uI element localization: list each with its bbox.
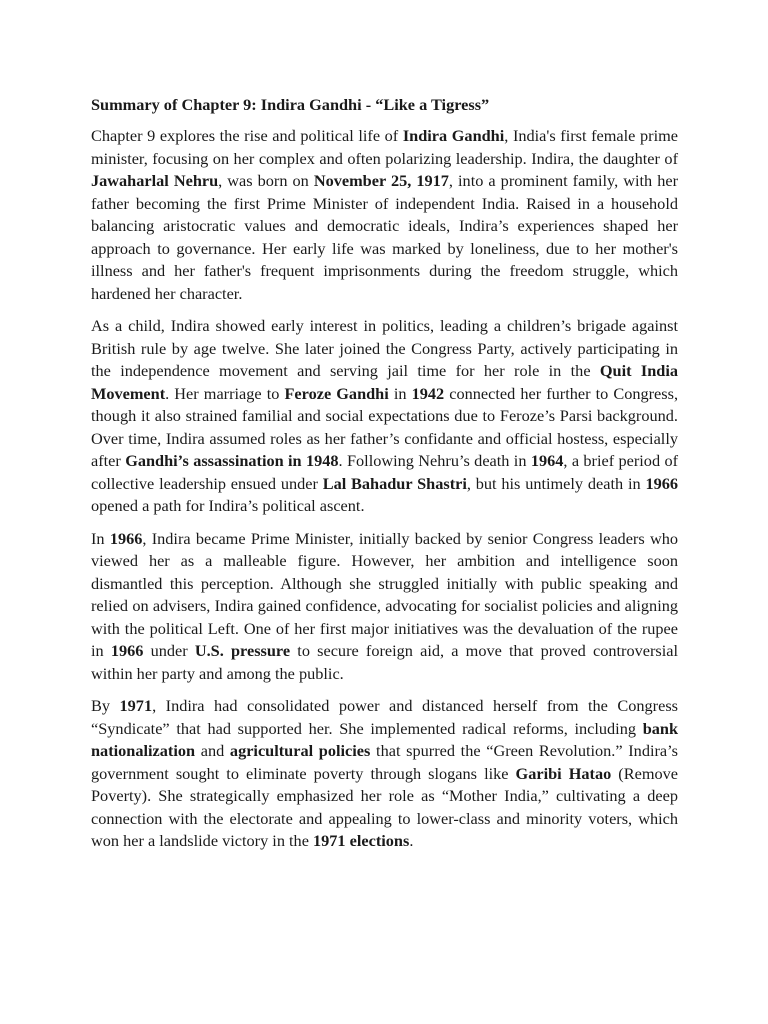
emphasized-text: 1964: [530, 451, 564, 470]
emphasized-text: 1971: [119, 696, 153, 715]
emphasized-text: 1966: [109, 528, 143, 548]
body-text: to secure foreign aid, a move that proved controversial within her party and among the public.: [91, 641, 678, 683]
emphasized-text: 1971 elections: [313, 831, 410, 850]
body-text: under: [143, 641, 195, 660]
document-page: [91, 94, 678, 863]
body-text: . Her marriage to: [165, 383, 285, 403]
emphasized-text: agricultural policies: [229, 741, 371, 760]
body-text: (Remove Poverty). She strategically emphasized her role as “Mother India,” cultivating a deep connection with the electorate and appealing to lower-class and minority voters, which won her a landslide victory in the: [91, 763, 678, 850]
body-text: By: [91, 696, 120, 715]
body-text: and: [195, 741, 230, 760]
body-text: , Indira became Prime Minister, initially backed by senior Congress leaders who viewed her as a malleable figure. However, her ambition and intelligence soon dismantled this perception. Although she struggled initially with public speaking and relied on advisers, Indira gained confidence, advocating for socialist policies and aligning with the political Left. One of her first major initiatives was the devaluation of the rupee in: [91, 528, 678, 660]
paragraph-political-beginnings: [91, 315, 678, 518]
emphasized-text: Indira Gandhi: [402, 126, 505, 145]
body-text: In: [91, 528, 110, 548]
emphasized-text: November 25, 1917: [313, 171, 449, 190]
paragraph-consolidation-1971: [91, 695, 678, 853]
emphasized-text: 1966: [645, 473, 678, 493]
emphasized-text: Garibi Hatao: [515, 763, 612, 783]
emphasized-text: Gandhi’s assassination in 1948: [125, 451, 339, 470]
body-text: opened a path for Indira’s political ascent.: [91, 496, 365, 515]
body-text: , into a prominent family, with her father becoming the first Prime Minister of independent India. Raised in a household balancing aristocratic values and democratic ideals, Indira’s experiences shaped her approach to governance. Her early life was marked by loneliness, due to her mother's illness and her father's frequent imprisonments during the freedom struggle, which hardened her character.: [91, 171, 678, 303]
body-text: that spurred the “Green Revolution.” Indira’s government sought to eliminate poverty through slogans like: [91, 741, 678, 783]
body-text: , but his untimely death in: [466, 473, 646, 493]
paragraph-early-life: [91, 125, 678, 305]
emphasized-text: Quit India Movement: [91, 361, 678, 403]
paragraph-becoming-prime-minister: [91, 528, 678, 686]
body-text: , Indira had consolidated power and distanced herself from the Congress “Syndicate” that had supported her. She implemented radical reforms, including: [91, 696, 678, 738]
body-text: connected her further to Congress, though it also strained familial and social expectations due to Feroze’s Parsi background. Over time, Indira assumed roles as her father’s confidante and official hostess, especially after: [91, 383, 679, 470]
emphasized-text: bank nationalization: [91, 718, 678, 760]
body-text: As a child, Indira showed early interest in politics, leading a children’s brigade against British rule by age twelve. She later joined the Congress Party, actively participating in the independence movement and serving jail time for her role in the: [91, 316, 678, 380]
emphasized-text: Feroze Gandhi: [284, 383, 389, 403]
emphasized-text: Jawaharlal Nehru: [91, 171, 219, 190]
emphasized-text: 1942: [411, 383, 445, 403]
body-text: Chapter 9 explores the rise and political life of: [91, 126, 403, 145]
body-text: in: [388, 383, 412, 403]
document-title: Summary of Chapter 9: Indira Gandhi - “Like a Tigress”: [91, 95, 490, 114]
emphasized-text: Lal Bahadur Shastri: [322, 473, 467, 493]
body-text: , a brief period of collective leadership ensued under: [91, 451, 679, 493]
body-text: , India's first female prime minister, focusing on her complex and often polarizing leadership. Indira, the daughter of: [91, 126, 678, 168]
body-text: . Following Nehru’s death in: [338, 451, 531, 470]
body-text: , was born on: [218, 171, 314, 190]
emphasized-text: U.S. pressure: [194, 641, 291, 660]
body-text: .: [409, 831, 414, 850]
emphasized-text: 1966: [110, 641, 144, 660]
